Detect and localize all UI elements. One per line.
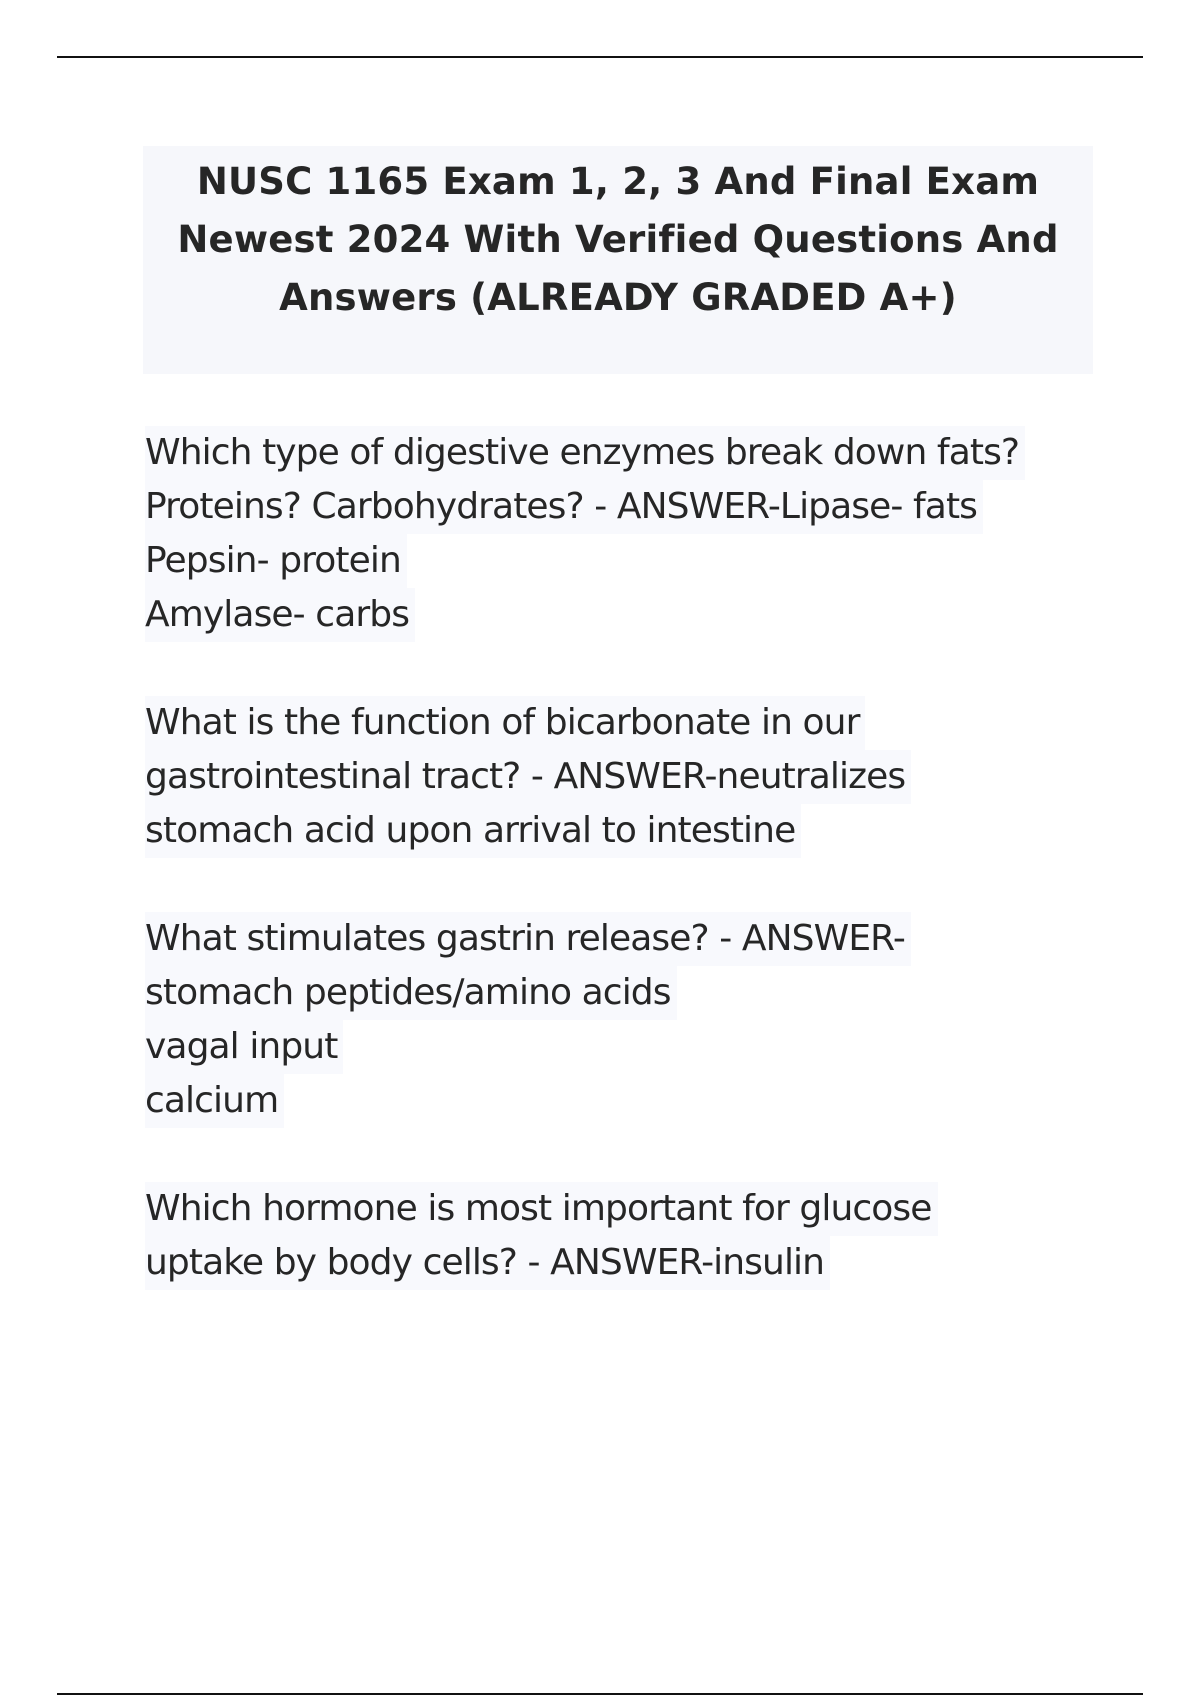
qa-item: [145, 912, 1105, 1128]
title-line: NUSC 1165 Exam 1, 2, 3 And Final Exam: [196, 160, 1040, 203]
document-title: [143, 153, 1093, 327]
qa-item: [145, 696, 1105, 858]
header-rule: [57, 56, 1143, 58]
footer-rule: [57, 1693, 1143, 1695]
qa-line: Amylase- carbs: [145, 588, 415, 642]
qa-list: [145, 426, 1105, 1344]
qa-line: uptake by body cells? - ANSWER-insulin: [145, 1236, 830, 1290]
qa-item: [145, 1182, 1105, 1290]
qa-line: vagal input: [145, 1020, 343, 1074]
title-block: [143, 146, 1093, 374]
title-line: Newest 2024 With Verified Questions And: [177, 218, 1059, 261]
qa-item: [145, 426, 1105, 642]
qa-line: stomach peptides/amino acids: [145, 966, 677, 1020]
qa-line: calcium: [145, 1074, 284, 1128]
qa-line: What is the function of bicarbonate in our: [145, 696, 865, 750]
qa-line: Pepsin- protein: [145, 534, 407, 588]
qa-line: Which type of digestive enzymes break down fats?: [145, 426, 1025, 480]
qa-line: What stimulates gastrin release? - ANSWER-: [145, 912, 911, 966]
title-line: Answers (ALREADY GRADED A+): [279, 276, 957, 319]
qa-line: stomach acid upon arrival to intestine: [145, 804, 801, 858]
qa-line: Which hormone is most important for glucose: [145, 1182, 938, 1236]
qa-line: Proteins? Carbohydrates? - ANSWER-Lipase- fats: [145, 480, 983, 534]
qa-line: gastrointestinal tract? - ANSWER-neutralizes: [145, 750, 911, 804]
